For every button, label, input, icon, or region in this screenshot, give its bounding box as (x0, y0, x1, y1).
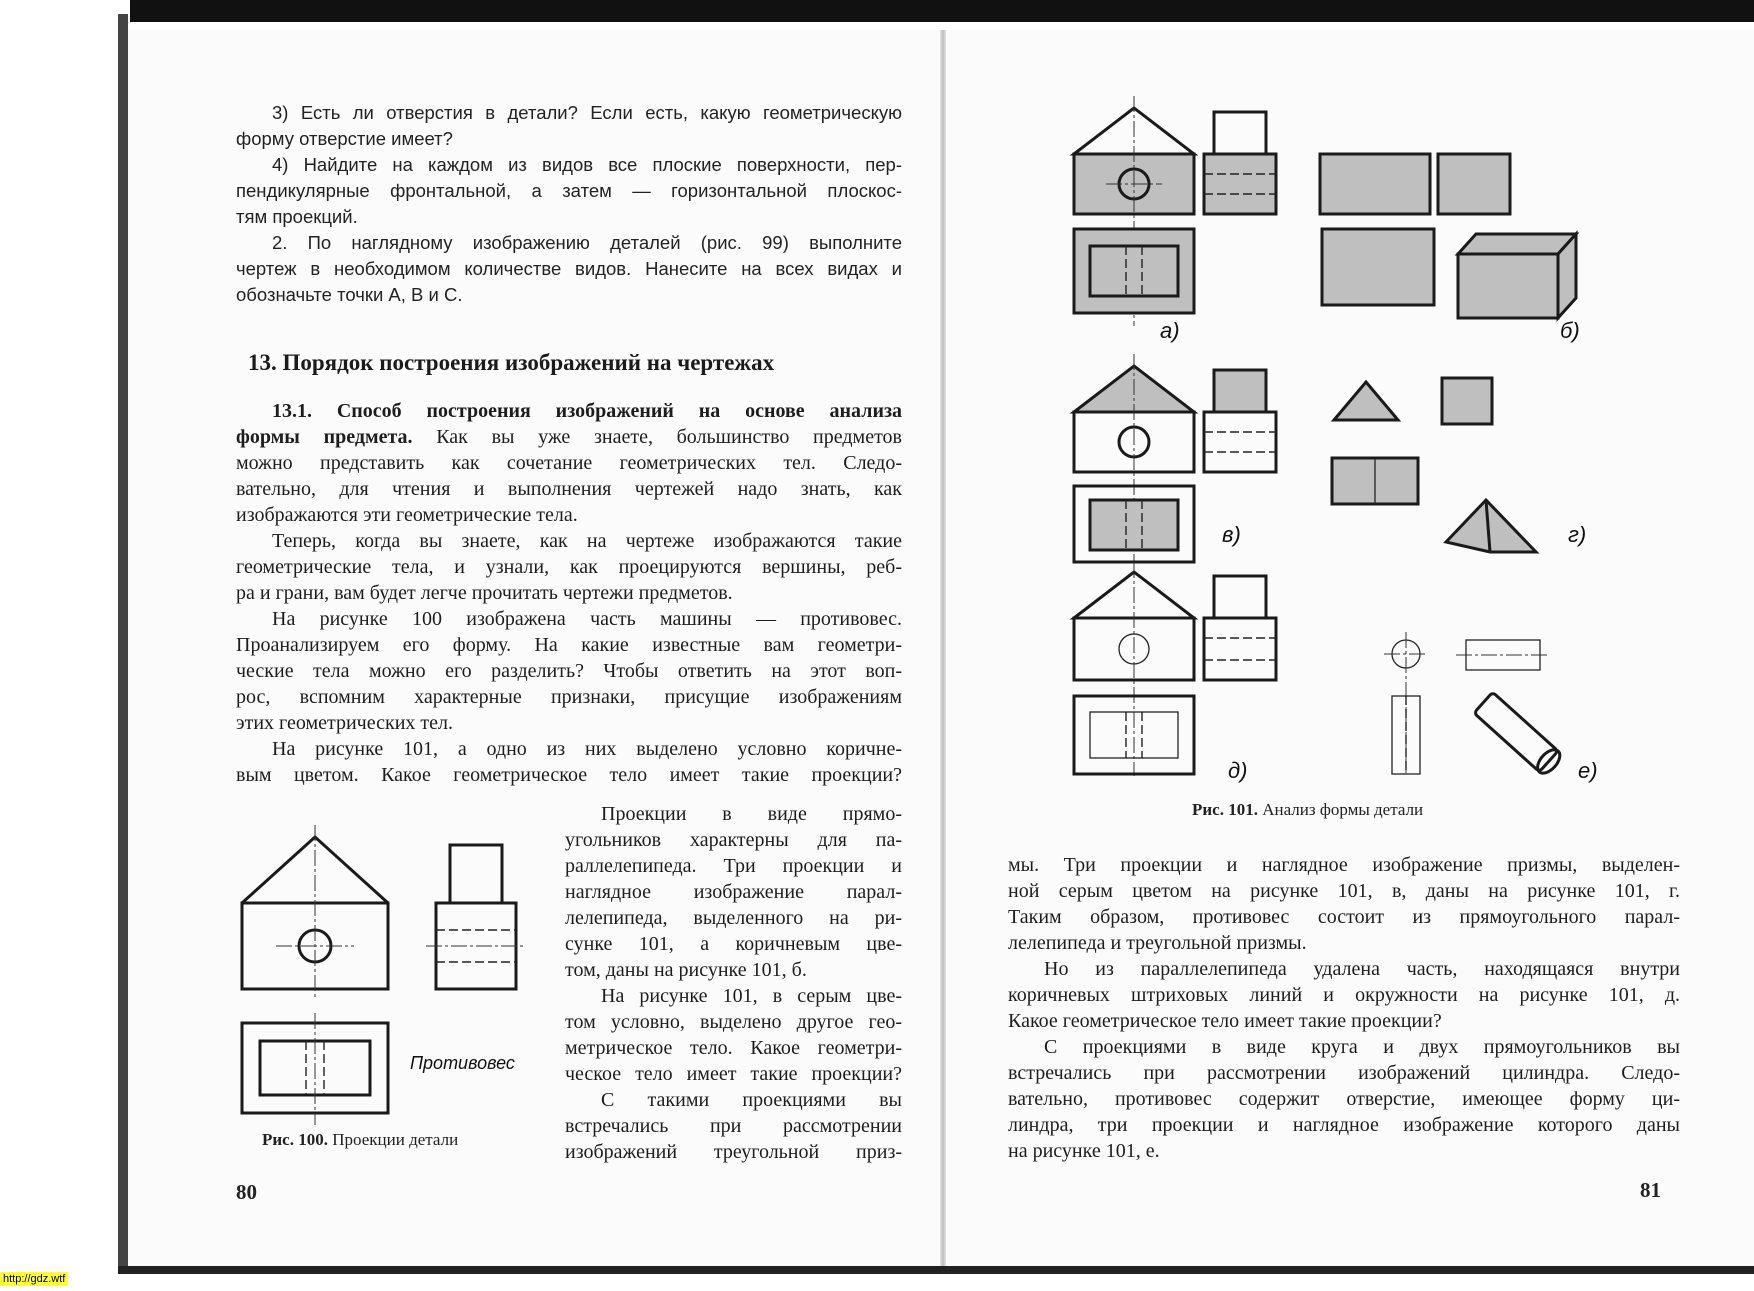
body-line: вым цветом. Какое геометрическое тело имеет такие проекции? (236, 764, 902, 786)
fig101-e (1384, 632, 1564, 777)
column-line: лелепипеда, выделенного на ри- (565, 907, 902, 929)
questions-block (236, 100, 902, 308)
fig101-caption-number: Рис. 101. (1192, 800, 1258, 819)
column-line: метрическое тело. Какое геометри- (565, 1037, 902, 1059)
fig101-label-b: б) (1560, 318, 1580, 343)
question-line: пендикулярные фронтальной, а затем — горизонтальной плоскос- (236, 180, 902, 201)
column-line: Проекции в виде прямо- (601, 803, 902, 825)
body-line: вательно, для чтения и выполнения чертежей надо знать, как (236, 478, 902, 500)
column-line: том, даны на рисунке 101, б. (565, 959, 807, 981)
fig101-label-e: е) (1578, 758, 1598, 783)
right-body-text (1008, 852, 1680, 1164)
fig100-top-view (242, 1013, 388, 1125)
fig100-front-view (242, 825, 388, 999)
scan-bottom-edge (118, 1266, 1754, 1274)
fig100-side-view (426, 845, 526, 989)
fig100-caption (262, 1130, 458, 1150)
body-line: коричневых штриховых линий и окружности на рисунке 101, д. (1008, 984, 1680, 1006)
page-number-right: 81 (1640, 1178, 1661, 1202)
column-line: изображений треугольной приз- (565, 1141, 902, 1163)
fig100-label: Противовес (410, 1053, 515, 1073)
body-line: рос, вспомним характерные признаки, присущие изображениям (236, 686, 902, 708)
body-line: Проанализируем его форму. На какие известные вам геометри- (236, 634, 902, 656)
body-line: Какое геометрическое тело имеет такие проекции? (1008, 1010, 1442, 1032)
fig101-label-a: а) (1160, 318, 1180, 343)
fig101-drawing (1066, 96, 1626, 796)
body-line: мы. Три проекции и наглядное изображение призмы, выделен- (1008, 854, 1680, 876)
fig100-drawing (236, 825, 556, 1125)
question-line: 3) Есть ли отверстия в детали? Если есть, какую геометрическую (272, 102, 902, 123)
body-text: Как вы уже знаете, большинство предметов (412, 426, 902, 448)
body-line: можно представить как сочетание геометрических тел. Следо- (236, 452, 902, 474)
body-line: Но из параллелепипеда удалена часть, находящаяся внутри (1044, 958, 1680, 980)
fig101-label-v: в) (1222, 522, 1241, 547)
fig100-caption-number: Рис. 100. (262, 1130, 328, 1149)
body-line: геометрические тела, и узнали, как проецируются вершины, реб- (236, 556, 902, 578)
scan-corner (0, 0, 130, 8)
body-line: встречались при рассмотрении изображений цилиндра. Следо- (1008, 1062, 1680, 1084)
column-line: том условно, выделено другое гео- (565, 1011, 902, 1033)
question-line: чертеж в необходимом количестве видов. Нанесите на всех видах и (236, 258, 902, 279)
column-line: сунке 101, а коричневым цве- (565, 933, 902, 955)
fig101-caption (1192, 800, 1423, 820)
body-line: линдра, три проекции и наглядное изображение которого даны (1008, 1114, 1680, 1136)
fig101-d (1074, 562, 1276, 776)
body-line: Таким образом, противовес состоит из прямоугольного парал- (1008, 906, 1680, 928)
page-number-left: 80 (236, 1180, 257, 1204)
scan-left-edge (118, 14, 128, 1270)
subsection-heading-line (236, 424, 902, 450)
fig101-v (1074, 354, 1276, 564)
cylinder-isometric (1474, 692, 1564, 777)
left-body-text (236, 398, 902, 788)
fig101-b (1320, 154, 1576, 318)
fig101-label-g: г) (1568, 522, 1587, 547)
question-line: форму отверстие имеет? (236, 128, 453, 149)
fig100-caption-text: Проекции детали (327, 1130, 459, 1149)
scan-top-edge (130, 0, 1754, 22)
body-line: С проекциями в виде круга и двух прямоугольников вы (1044, 1036, 1680, 1058)
body-line: изображаются эти геометрические тела. (236, 504, 578, 526)
fig101-label-d: д) (1228, 758, 1248, 783)
body-line: ной серым цветом на рисунке 101, в, даны на рисунке 101, г. (1008, 880, 1680, 902)
column-line: угольников характерны для па- (565, 829, 902, 851)
column-line: ческое тело имеет такие проекции? (565, 1063, 902, 1085)
body-line: На рисунке 100 изображена часть машины — противовес. (272, 608, 902, 630)
column-line: раллелепипеда. Три проекции и (565, 855, 902, 877)
column-line: На рисунке 101, в серым цве- (601, 985, 902, 1007)
body-line: лелепипеда и треугольной призмы. (1008, 932, 1307, 954)
body-line: на рисунке 101, е. (1008, 1140, 1160, 1162)
subsection-heading-end: формы предмета. (236, 426, 413, 448)
column-line: наглядное изображение парал- (565, 881, 902, 903)
book-gutter (940, 30, 946, 1266)
fig101-caption-text: Анализ формы детали (1257, 800, 1424, 819)
body-line: ра и грани, вам будет легче прочитать чертежи предметов. (236, 582, 733, 604)
column-line: С такими проекциями вы (601, 1089, 902, 1111)
column-line: встречались при рассмотрении (565, 1115, 902, 1137)
body-line: На рисунке 101, а одно из них выделено условно коричне- (272, 738, 902, 760)
body-line: Теперь, когда вы знаете, как на чертеже изображаются такие (272, 530, 902, 552)
body-line: ческие тела можно его разделить? Чтобы ответить на этот воп- (236, 660, 902, 682)
fig101-g (1332, 378, 1536, 552)
watermark-link[interactable]: http://gdz.wtf (0, 1272, 68, 1286)
left-column-text (565, 801, 902, 1165)
section-title: 13. Порядок построения изображений на чертежах (248, 350, 775, 375)
question-line: обозначьте точки A, B и C. (236, 284, 463, 305)
body-line: этих геометрических тел. (236, 712, 454, 734)
subsection-heading: 13.1. Способ построения изображений на основе анализа (272, 400, 902, 422)
question-line: 4) Найдите на каждом из видов все плоские поверхности, пер- (272, 154, 902, 175)
fig101-a (1074, 96, 1276, 326)
body-line: вательно, противовес содержит отверстие, имеющее форму ци- (1008, 1088, 1680, 1110)
question-line: тям проекций. (236, 206, 358, 227)
question-line: 2. По наглядному изображению деталей (рис. 99) выполните (272, 232, 902, 253)
